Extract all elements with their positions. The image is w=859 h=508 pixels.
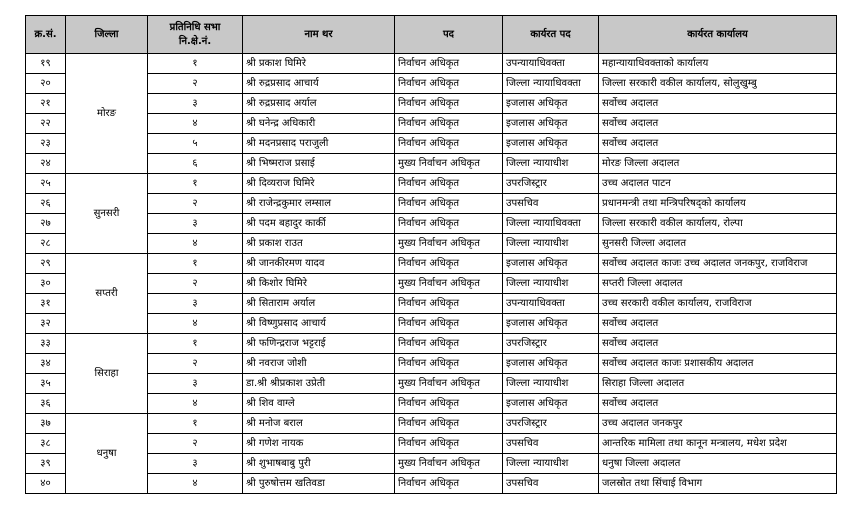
header-name: नाम थर — [243, 16, 395, 54]
working-office-cell: मोरङ जिल्ला अदालत — [599, 154, 837, 174]
table-row — [26, 454, 837, 474]
post-cell: मुख्य निर्वाचन अधिकृत — [395, 454, 503, 474]
serial-number-cell: २० — [26, 74, 66, 94]
working-office-cell: सर्वोच्च अदालत — [599, 114, 837, 134]
serial-number-cell: २४ — [26, 154, 66, 174]
serial-number-cell: ३१ — [26, 294, 66, 314]
serial-number-cell: ३४ — [26, 354, 66, 374]
district-cell: मोरङ — [66, 54, 148, 174]
table-row — [26, 314, 837, 334]
working-post-cell: जिल्ला न्यायाधिवक्ता — [503, 74, 599, 94]
constituency-cell: ४ — [148, 474, 243, 494]
working-office-cell: जिल्ला सरकारी वकील कार्यालय, सोलुखुम्बु — [599, 74, 837, 94]
working-post-cell: उपरजिस्ट्रार — [503, 174, 599, 194]
constituency-cell: २ — [148, 434, 243, 454]
table-row — [26, 374, 837, 394]
name-cell: श्री पुरुषोत्तम खतिवडा — [243, 474, 395, 494]
constituency-cell: २ — [148, 74, 243, 94]
working-office-cell: आन्तरिक मामिला तथा कानून मन्त्रालय, मधेश प्रदेश — [599, 434, 837, 454]
table-row — [26, 414, 837, 434]
header-constituency-line1: प्रतिनिधि सभा — [169, 21, 221, 33]
constituency-cell: २ — [148, 274, 243, 294]
district-cell: सप्तरी — [66, 254, 148, 334]
officer-table — [25, 15, 837, 494]
name-cell: श्री रुद्रप्रसाद आचार्य — [243, 74, 395, 94]
header-constituency-line2: नि.क्षे.नं. — [178, 35, 212, 47]
table-row — [26, 54, 837, 74]
constituency-cell: १ — [148, 414, 243, 434]
name-cell: श्री भिष्मराज प्रसाई — [243, 154, 395, 174]
post-cell: निर्वाचन अधिकृत — [395, 134, 503, 154]
post-cell: निर्वाचन अधिकृत — [395, 294, 503, 314]
constituency-cell: ४ — [148, 394, 243, 414]
name-cell: डा.श्री श्रीप्रकाश उप्रेती — [243, 374, 395, 394]
post-cell: निर्वाचन अधिकृत — [395, 94, 503, 114]
table-row — [26, 294, 837, 314]
table-row — [26, 474, 837, 494]
working-office-cell: सर्वोच्च अदालत — [599, 134, 837, 154]
table-row — [26, 434, 837, 454]
working-post-cell: जिल्ला न्यायाधीश — [503, 454, 599, 474]
working-post-cell: इजलास अधिकृत — [503, 134, 599, 154]
name-cell: श्री घनेन्द्र अधिकारी — [243, 114, 395, 134]
working-office-cell: सुनसरी जिल्ला अदालत — [599, 234, 837, 254]
working-post-cell: जिल्ला न्यायाधिवक्ता — [503, 214, 599, 234]
name-cell: श्री विष्णुप्रसाद आचार्य — [243, 314, 395, 334]
working-office-cell: सिराहा जिल्ला अदालत — [599, 374, 837, 394]
post-cell: मुख्य निर्वाचन अधिकृत — [395, 154, 503, 174]
post-cell: निर्वाचन अधिकृत — [395, 314, 503, 334]
serial-number-cell: ३७ — [26, 414, 66, 434]
working-office-cell: प्रधानमन्त्री तथा मन्त्रिपरिषद्को कार्यालय — [599, 194, 837, 214]
serial-number-cell: १९ — [26, 54, 66, 74]
header-district: जिल्ला — [66, 16, 148, 54]
post-cell: मुख्य निर्वाचन अधिकृत — [395, 234, 503, 254]
working-post-cell: जिल्ला न्यायाधीश — [503, 154, 599, 174]
constituency-cell: ३ — [148, 214, 243, 234]
serial-number-cell: २७ — [26, 214, 66, 234]
serial-number-cell: २६ — [26, 194, 66, 214]
post-cell: निर्वाचन अधिकृत — [395, 254, 503, 274]
serial-number-cell: ३६ — [26, 394, 66, 414]
working-post-cell: इजलास अधिकृत — [503, 314, 599, 334]
table-row — [26, 234, 837, 254]
serial-number-cell: २३ — [26, 134, 66, 154]
header-working-post: कार्यरत पद — [503, 16, 599, 54]
post-cell: निर्वाचन अधिकृत — [395, 54, 503, 74]
serial-number-cell: २२ — [26, 114, 66, 134]
post-cell: निर्वाचन अधिकृत — [395, 74, 503, 94]
table-row — [26, 194, 837, 214]
table-row — [26, 214, 837, 234]
working-post-cell: उपन्यायाधिवक्ता — [503, 54, 599, 74]
name-cell: श्री गणेश नायक — [243, 434, 395, 454]
serial-number-cell: ३२ — [26, 314, 66, 334]
constituency-cell: ३ — [148, 374, 243, 394]
header-row — [26, 16, 837, 54]
name-cell: श्री सिताराम अर्याल — [243, 294, 395, 314]
constituency-cell: ३ — [148, 294, 243, 314]
post-cell: मुख्य निर्वाचन अधिकृत — [395, 374, 503, 394]
post-cell: निर्वाचन अधिकृत — [395, 394, 503, 414]
serial-number-cell: ३८ — [26, 434, 66, 454]
working-office-cell: सप्तरी जिल्ला अदालत — [599, 274, 837, 294]
working-office-cell: धनुषा जिल्ला अदालत — [599, 454, 837, 474]
district-cell: सुनसरी — [66, 174, 148, 254]
post-cell: निर्वाचन अधिकृत — [395, 434, 503, 454]
constituency-cell: १ — [148, 54, 243, 74]
working-office-cell: सर्वोच्च अदालत — [599, 94, 837, 114]
serial-number-cell: २८ — [26, 234, 66, 254]
working-post-cell: उपसचिव — [503, 434, 599, 454]
name-cell: श्री फणिन्द्रराज भट्टराई — [243, 334, 395, 354]
post-cell: निर्वाचन अधिकृत — [395, 414, 503, 434]
name-cell: श्री पदम बहादुर कार्की — [243, 214, 395, 234]
serial-number-cell: २१ — [26, 94, 66, 114]
post-cell: निर्वाचन अधिकृत — [395, 334, 503, 354]
table-row — [26, 134, 837, 154]
working-office-cell: उच्च अदालत जनकपुर — [599, 414, 837, 434]
constituency-cell: ३ — [148, 94, 243, 114]
table-row — [26, 94, 837, 114]
post-cell: निर्वाचन अधिकृत — [395, 214, 503, 234]
working-office-cell: जिल्ला सरकारी वकील कार्यालय, रोल्पा — [599, 214, 837, 234]
working-post-cell: इजलास अधिकृत — [503, 94, 599, 114]
name-cell: श्री नवराज जोशी — [243, 354, 395, 374]
table-row — [26, 334, 837, 354]
post-cell: निर्वाचन अधिकृत — [395, 114, 503, 134]
constituency-cell: ५ — [148, 134, 243, 154]
table-row — [26, 174, 837, 194]
district-cell: सिराहा — [66, 334, 148, 414]
constituency-cell: ४ — [148, 234, 243, 254]
working-office-cell: महान्यायाधिवक्ताको कार्यालय — [599, 54, 837, 74]
working-post-cell: इजलास अधिकृत — [503, 354, 599, 374]
district-cell: धनुषा — [66, 414, 148, 494]
table-body — [26, 54, 837, 494]
name-cell: श्री शिव वाग्ले — [243, 394, 395, 414]
working-post-cell: उपसचिव — [503, 194, 599, 214]
working-post-cell: जिल्ला न्यायाधीश — [503, 234, 599, 254]
name-cell: श्री मनोज बराल — [243, 414, 395, 434]
serial-number-cell: ३० — [26, 274, 66, 294]
constituency-cell: ४ — [148, 114, 243, 134]
name-cell: श्री किशोर घिमिरे — [243, 274, 395, 294]
table-row — [26, 354, 837, 374]
table-row — [26, 254, 837, 274]
working-office-cell: उच्च अदालत पाटन — [599, 174, 837, 194]
name-cell: श्री दिव्यराज घिमिरे — [243, 174, 395, 194]
working-post-cell: उपसचिव — [503, 474, 599, 494]
constituency-cell: २ — [148, 194, 243, 214]
name-cell: श्री शुभाषबाबु पुरी — [243, 454, 395, 474]
working-office-cell: सर्वोच्च अदालत — [599, 394, 837, 414]
header-post: पद — [395, 16, 503, 54]
name-cell: श्री प्रकाश राउत — [243, 234, 395, 254]
working-post-cell: इजलास अधिकृत — [503, 254, 599, 274]
working-post-cell: इजलास अधिकृत — [503, 394, 599, 414]
table-row — [26, 154, 837, 174]
serial-number-cell: २९ — [26, 254, 66, 274]
constituency-cell: ३ — [148, 454, 243, 474]
header-constituency — [148, 16, 243, 54]
working-post-cell: जिल्ला न्यायाधीश — [503, 274, 599, 294]
working-office-cell: सर्वोच्च अदालत — [599, 334, 837, 354]
serial-number-cell: ३३ — [26, 334, 66, 354]
constituency-cell: १ — [148, 174, 243, 194]
serial-number-cell: ३५ — [26, 374, 66, 394]
working-office-cell: सर्वोच्च अदालत काजः प्रशासकीय अदालत — [599, 354, 837, 374]
table-row — [26, 274, 837, 294]
constituency-cell: ६ — [148, 154, 243, 174]
name-cell: श्री प्रकाश घिमिरे — [243, 54, 395, 74]
constituency-cell: ४ — [148, 314, 243, 334]
working-office-cell: सर्वोच्च अदालत काजः उच्च अदालत जनकपुर, राजविराज — [599, 254, 837, 274]
table-row — [26, 394, 837, 414]
post-cell: निर्वाचन अधिकृत — [395, 194, 503, 214]
working-post-cell: उपरजिस्ट्रार — [503, 414, 599, 434]
constituency-cell: १ — [148, 334, 243, 354]
serial-number-cell: ४० — [26, 474, 66, 494]
name-cell: श्री मदनप्रसाद पराजुली — [243, 134, 395, 154]
post-cell: मुख्य निर्वाचन अधिकृत — [395, 274, 503, 294]
header-working-office: कार्यरत कार्यालय — [599, 16, 837, 54]
header-sn: क्र.सं. — [26, 16, 66, 54]
working-post-cell: जिल्ला न्यायाधीश — [503, 374, 599, 394]
working-office-cell: सर्वोच्च अदालत — [599, 314, 837, 334]
table-row — [26, 74, 837, 94]
name-cell: श्री रुद्रप्रसाद अर्याल — [243, 94, 395, 114]
table-row — [26, 114, 837, 134]
post-cell: निर्वाचन अधिकृत — [395, 174, 503, 194]
constituency-cell: २ — [148, 354, 243, 374]
post-cell: निर्वाचन अधिकृत — [395, 474, 503, 494]
working-post-cell: उपन्यायाधिवक्ता — [503, 294, 599, 314]
serial-number-cell: ३९ — [26, 454, 66, 474]
working-post-cell: इजलास अधिकृत — [503, 114, 599, 134]
serial-number-cell: २५ — [26, 174, 66, 194]
working-post-cell: उपरजिस्ट्रार — [503, 334, 599, 354]
constituency-cell: १ — [148, 254, 243, 274]
post-cell: निर्वाचन अधिकृत — [395, 354, 503, 374]
name-cell: श्री जानकीरमण यादव — [243, 254, 395, 274]
working-office-cell: उच्च सरकारी वकील कार्यालय, राजविराज — [599, 294, 837, 314]
working-office-cell: जलस्रोत तथा सिंचाई विभाग — [599, 474, 837, 494]
name-cell: श्री राजेन्द्रकुमार लम्साल — [243, 194, 395, 214]
